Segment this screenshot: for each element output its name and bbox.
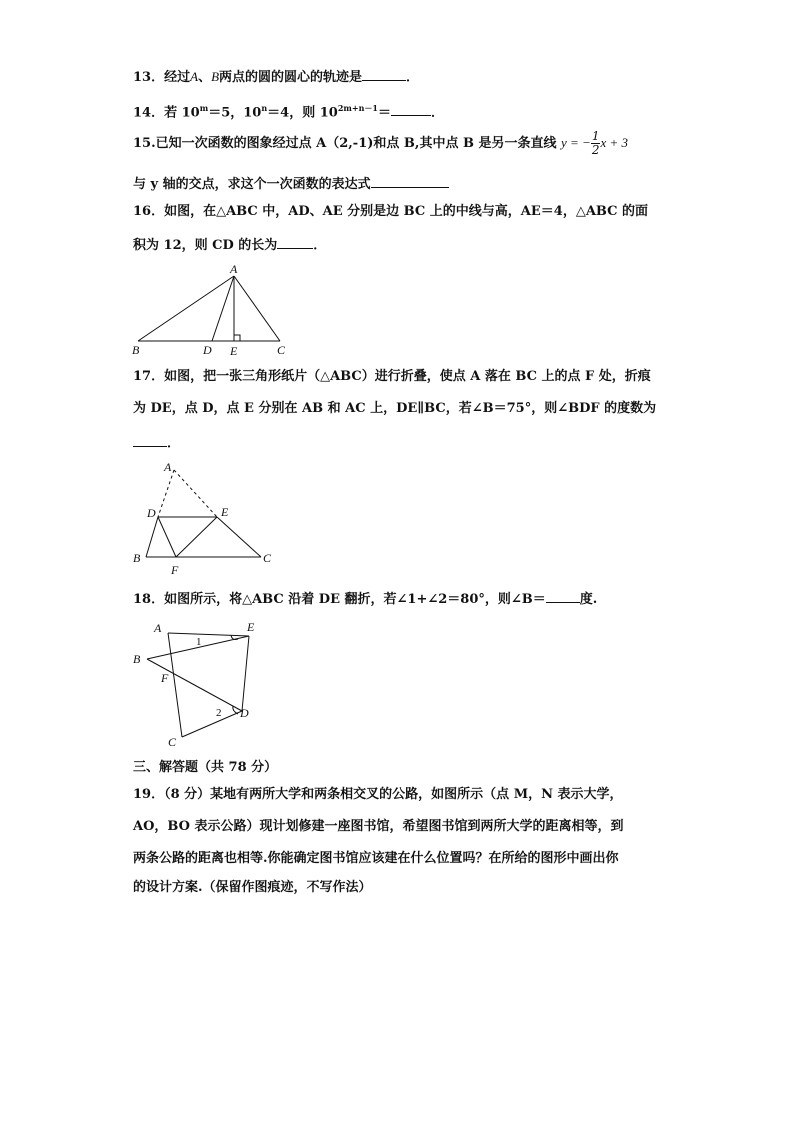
label-d: D [147, 506, 156, 520]
label-d: D [203, 343, 212, 357]
section-3-heading: 三、解答题（共 78 分） [133, 760, 278, 775]
question-14: 14．若 $10^m=5$，$10^n=4$，则 $10^{2m+n-1}=$ ． [133, 103, 444, 121]
segment-ef [176, 517, 217, 557]
question-16: 16．如图，在△ABC 中，AD、AE 分别是边 BC 上的中线与高，AE＝4，△ABC 的面 [133, 204, 649, 219]
label-e: E [230, 344, 238, 358]
segment-de [242, 636, 249, 711]
label-c: C [277, 343, 286, 357]
answer-blank[interactable] [133, 432, 167, 447]
label-b: B [133, 652, 141, 666]
label-b: B [133, 551, 141, 565]
answer-blank[interactable] [362, 66, 406, 81]
label-f: F [161, 671, 169, 685]
question-13: 13．经过A、B两点的圆的圆心的轨迹是 ． [133, 66, 419, 87]
question-16-line2: 积为 12，则 CD 的长为 ． [133, 234, 326, 255]
answer-blank[interactable] [546, 588, 580, 603]
segment-ab [138, 276, 234, 341]
segment-cd [182, 711, 242, 737]
question-19-line2: AO，BO 表示公路）现计划修建一座图书馆，希望图书馆到两所大学的距离相等，到 [133, 819, 624, 834]
answer-blank[interactable] [277, 234, 313, 249]
question-15-line2: 与 y 轴的交点，求这个一次函数的表达式 [133, 173, 449, 194]
figure-q17-fold [128, 456, 288, 580]
label-c: C [263, 551, 272, 565]
fraction-one-half: $\frac{1}{2}$ [591, 129, 600, 157]
label-c: C [168, 735, 177, 749]
segment-ad [212, 276, 234, 341]
segment-ae [168, 633, 249, 636]
question-18: 18．如图所示，将△ABC 沿着 DE 翻折，若∠1+∠2＝80°，则∠B＝ 度. [133, 588, 597, 609]
segment-ec [217, 517, 261, 557]
label-a: A [230, 262, 238, 276]
right-angle-mark [234, 335, 240, 341]
answer-blank[interactable] [371, 173, 449, 188]
segment-bd [146, 517, 158, 557]
question-15: 15.已知一次函数的图象经过点 A（2,-1)和点 B,其中点 B 是另一条直线 y = − $\frac{1}{2}$ x + 3 [133, 129, 629, 157]
question-19-line3: 两条公路的距离也相等.你能确定图书馆应该建在什么位置吗？在所给的图形中画出你 [133, 851, 619, 866]
label-a: A [154, 621, 162, 635]
segment-df [158, 517, 176, 557]
label-e: E [221, 505, 229, 519]
answer-blank[interactable] [391, 101, 431, 116]
label-f: F [171, 563, 179, 577]
segment-ae-dashed [174, 470, 217, 517]
segment-bd [147, 659, 242, 711]
figure-q16-triangle [128, 262, 298, 358]
label-a: A [164, 460, 172, 474]
label-e: E [247, 620, 255, 634]
question-19: 19．（8 分）某地有两所大学和两条相交叉的公路，如图所示（点 M，N 表示大学， [133, 787, 623, 802]
question-17: 17．如图，把一张三角形纸片（△ABC）进行折叠，使点 A 落在 BC 上的点 F 处，折痕 [133, 369, 651, 384]
figure-q18-fold [128, 615, 268, 755]
question-17-line2: 为 DE，点 D，点 E 分别在 AB 和 AC 上，DE∥BC，若∠B＝75°，则∠BDF 的度数为 [133, 401, 657, 416]
segment-ac [234, 276, 280, 341]
question-19-line4: 的设计方案.（保留作图痕迹，不写作法） [133, 880, 372, 895]
segment-ac [168, 633, 182, 737]
question-17-line3: ． [133, 432, 180, 453]
label-d: D [240, 706, 249, 720]
segment-ad-dashed [158, 470, 174, 517]
label-angle-2: 2 [216, 707, 222, 719]
label-angle-1: 1 [196, 636, 202, 648]
label-b: B [132, 343, 140, 357]
